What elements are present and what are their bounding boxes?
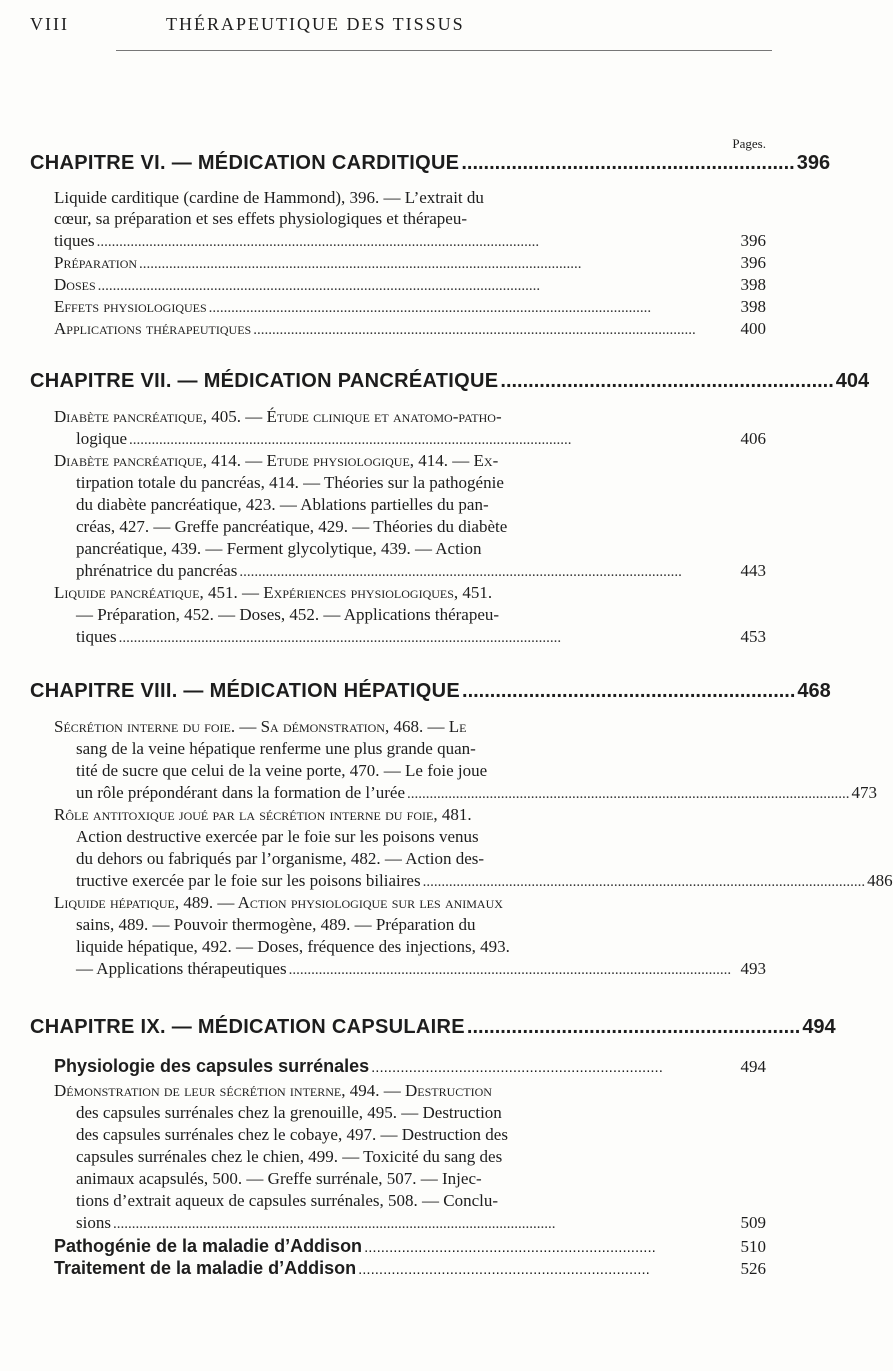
entry-line <box>54 1102 766 1124</box>
running-header <box>30 14 770 38</box>
dot-leader: ...................................................................................................................... <box>208 300 652 316</box>
entry-line <box>54 804 766 826</box>
entry-text: Action destructive exercée par le foie sur les poisons venus <box>76 827 479 846</box>
chapter-title: CHAPITRE VIII. — MÉDICATION HÉPATIQUE <box>30 680 461 702</box>
entry-text: tiques <box>54 231 95 250</box>
entry-line <box>54 252 766 274</box>
entry-line <box>54 604 766 626</box>
entry-text: tité de sucre que celui de la veine porte, 470. — Le foie joue <box>76 761 488 780</box>
entry-page: 473 <box>851 783 878 802</box>
entry-text: un rôle prépondérant dans la formation de l’urée <box>76 783 406 802</box>
running-title: THÉRAPEUTIQUE DES TISSUS <box>166 14 465 34</box>
entry-text: Rôle antitoxique joué par la sécrétion interne du foie, 481. <box>54 805 472 824</box>
entry-page: 400 <box>740 319 766 338</box>
entry-text: Diabète pancréatique, 414. — Etude physiologique, 414. — Ex- <box>54 451 499 470</box>
entry-text: du diabète pancréatique, 423. — Ablations partielles du pan- <box>76 495 489 514</box>
dot-leader: ...................................................................... <box>358 1261 650 1278</box>
entry-line <box>54 274 766 296</box>
entry-text: Sécrétion interne du foie. — Sa démonstration, 468. — Le <box>54 717 467 736</box>
entry-line <box>54 516 766 538</box>
dot-leader: ...................................................................................................................... <box>96 234 540 250</box>
dot-leader: ............................................................ <box>466 1016 801 1038</box>
entry-line <box>54 406 766 428</box>
subheading-page: 526 <box>740 1259 766 1278</box>
entry-line <box>54 1080 766 1102</box>
entry-line <box>54 560 766 582</box>
entry-line <box>54 494 766 516</box>
entry-text: tions d’extrait aqueux de capsules surrénales, 508. — Conclu- <box>76 1191 499 1210</box>
entry-line <box>54 760 766 782</box>
dot-leader: ...................................................................................................................... <box>422 874 866 890</box>
entry-text: — Applications thérapeutiques <box>76 959 287 978</box>
entry-text: des capsules surrénales chez le cobaye, 497. — Destruction des <box>76 1125 508 1144</box>
entry-text: tirpation totale du pancréas, 414. — Théories sur la pathogénie <box>76 473 504 492</box>
dot-leader: ...................................................................................................................... <box>97 278 541 294</box>
entry-page: 398 <box>740 297 766 316</box>
entry-page: 509 <box>740 1213 766 1232</box>
entry-line <box>54 582 766 604</box>
dot-leader: ...................................................................................................................... <box>139 256 582 272</box>
subheading-text: Pathogénie de la maladie d’Addison <box>54 1236 363 1256</box>
dot-leader: ............................................................ <box>462 680 796 702</box>
chapter-heading-viii <box>30 680 831 703</box>
subheading-text: Physiologie des capsules surrénales <box>54 1056 370 1076</box>
entry-text: créas, 427. — Greffe pancréatique, 429. — Théories du diabète <box>76 517 508 536</box>
entry-text: Préparation <box>54 253 138 272</box>
entry-line <box>54 472 766 494</box>
dot-leader: ...................................................................................................................... <box>129 432 572 448</box>
entry-line <box>54 208 766 230</box>
entry-line <box>54 626 766 648</box>
entry-page: 398 <box>740 275 766 294</box>
entry-text: Applications thérapeutiques <box>54 319 252 338</box>
entry-text: — Préparation, 452. — Doses, 452. — Applications thérapeu- <box>76 605 500 624</box>
entry-text: Démonstration de leur sécrétion interne, 494. — Destruction <box>54 1081 492 1100</box>
entry-text: animaux acapsulés, 500. — Greffe surrénale, 507. — Injec- <box>76 1169 482 1188</box>
entry-line <box>54 1168 766 1190</box>
subheading-liquide-carditique <box>54 188 766 208</box>
subheading-page: 510 <box>740 1237 766 1256</box>
chapter-page: 396 <box>796 152 831 174</box>
subheading-physiologie-capsules <box>54 1056 766 1077</box>
chapter-page: 404 <box>835 370 870 392</box>
chapter-heading-ix <box>30 1016 836 1039</box>
chapter-title: CHAPITRE VII. — MÉDICATION PANCRÉATIQUE <box>30 370 499 392</box>
chapter-vii-entries <box>54 406 766 648</box>
entry-text: Liquide carditique (cardine de Hammond), 396. — L’extrait du <box>54 188 484 207</box>
entry-line <box>54 892 766 914</box>
entry-line <box>54 450 766 472</box>
entry-line <box>54 296 766 318</box>
dot-leader: ...................................................................................................................... <box>407 786 850 802</box>
entry-text: logique <box>76 429 127 448</box>
entry-line <box>54 1124 766 1146</box>
entry-line <box>54 782 878 804</box>
entry-line <box>54 1190 766 1212</box>
entry-page: 493 <box>740 959 766 978</box>
dot-leader: ............................................................ <box>500 370 834 392</box>
entry-text: capsules surrénales chez le chien, 499. — Toxicité du sang des <box>76 1147 503 1166</box>
entry-text: Doses <box>54 275 96 294</box>
subheading-pathogenie-addison <box>54 1236 766 1257</box>
subheading-page: 494 <box>740 1057 766 1076</box>
entry-line <box>54 914 766 936</box>
dot-leader: ...................................................................................................................... <box>239 564 682 580</box>
chapter-ix-entries <box>54 1080 766 1234</box>
entry-page: 453 <box>740 627 766 646</box>
entry-text: sang de la veine hépatique renferme une plus grande quan- <box>76 739 476 758</box>
entry-line <box>54 826 766 848</box>
entry-page: 486 <box>867 871 893 890</box>
chapter-page: 494 <box>802 1016 836 1038</box>
dot-leader: ...................................................................................................................... <box>112 1216 556 1232</box>
header-rule <box>116 50 772 51</box>
entry-line <box>54 958 766 980</box>
dot-leader: ...................................................................... <box>364 1239 656 1256</box>
dot-leader: ...................................................................................................................... <box>253 322 696 338</box>
entry-line <box>54 318 766 340</box>
entry-text: sions <box>76 1213 111 1232</box>
chapter-page: 468 <box>797 680 831 702</box>
chapter-viii-entries <box>54 716 893 980</box>
subheading-traitement-addison <box>54 1258 766 1279</box>
entry-text: tructive exercée par le foie sur les poisons biliaires <box>76 871 421 890</box>
entry-line <box>54 936 766 958</box>
entry-text: tiques <box>76 627 117 646</box>
entry-page: 396 <box>740 231 766 250</box>
entry-line <box>54 1212 766 1234</box>
entry-line <box>54 848 766 870</box>
chapter-title: CHAPITRE IX. — MÉDICATION CAPSULAIRE <box>30 1016 465 1038</box>
chapter-heading-vi <box>30 152 831 175</box>
chapter-vi-entries <box>54 208 766 340</box>
entry-line <box>54 1146 766 1168</box>
entry-text: liquide hépatique, 492. — Doses, fréquence des injections, 493. <box>76 937 510 956</box>
pages-column-label: Pages. <box>732 136 766 151</box>
entry-line <box>54 716 766 738</box>
chapter-heading-vii <box>30 370 870 393</box>
entry-text: Liquide pancréatique, 451. — Expériences physiologiques, 451. <box>54 583 493 602</box>
entry-line <box>54 870 893 892</box>
chapter-title: CHAPITRE VI. — MÉDICATION CARDITIQUE <box>30 152 460 174</box>
entry-page: 406 <box>740 429 766 448</box>
entry-line <box>54 428 766 450</box>
page-number: VIII <box>30 14 69 34</box>
entry-line <box>54 538 766 560</box>
dot-leader: ...................................................................................................................... <box>118 630 562 646</box>
entry-text: Diabète pancréatique, 405. — Étude clinique et anatomo-patho- <box>54 407 502 426</box>
entry-text: du dehors ou fabriqués par l’organisme, 482. — Action des- <box>76 849 485 868</box>
entry-text: des capsules surrénales chez la grenouille, 495. — Destruction <box>76 1103 502 1122</box>
entry-text: Liquide hépatique, 489. — Action physiologique sur les animaux <box>54 893 503 912</box>
dot-leader: ...................................................................................................................... <box>288 962 732 978</box>
entry-text: phrénatrice du pancréas <box>76 561 238 580</box>
entry-page: 396 <box>740 253 766 272</box>
subheading-text: Traitement de la maladie d’Addison <box>54 1258 357 1278</box>
entry-text: pancréatique, 439. — Ferment glycolytique, 439. — Action <box>76 539 482 558</box>
entry-line <box>54 230 766 252</box>
entry-line <box>54 738 766 760</box>
dot-leader: ...................................................................... <box>371 1059 663 1076</box>
entry-page: 443 <box>740 561 766 580</box>
entry-text: cœur, sa préparation et ses effets physiologiques et thérapeu- <box>54 209 468 228</box>
entry-text: Effets physiologiques <box>54 297 207 316</box>
entry-text: sains, 489. — Pouvoir thermogène, 489. — Préparation du <box>76 915 476 934</box>
dot-leader: ............................................................ <box>461 152 795 174</box>
